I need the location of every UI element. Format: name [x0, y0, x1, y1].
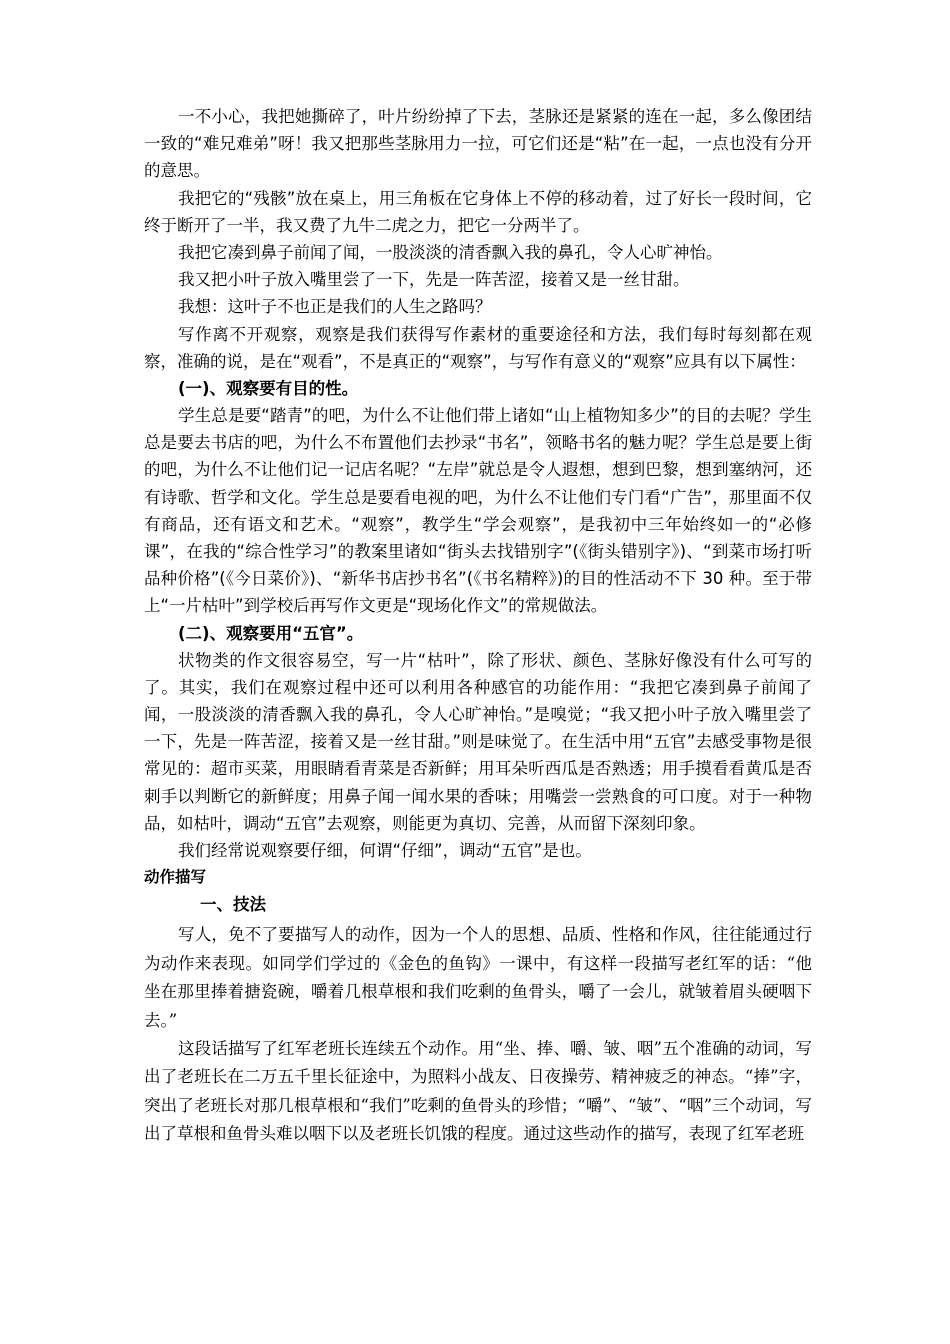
section-title-action: 动作描写 [144, 868, 207, 887]
paragraph-conclusion: 我们经常说观察要仔细，何谓“仔细”，调动“五官”是也。 [178, 841, 592, 861]
paragraph-observation-intro: 写作离不开观察，观察是我们获得写作素材的重要途径和方法，我们每时每刻都在观察，准确的说，是在“观看”，不是真正的“观察”，与写作有意义的“观察”应具有以下属性： [144, 324, 812, 371]
action-section-body [144, 921, 812, 1148]
paragraph-leaf-tear: 一不小心，我把她撕碎了，叶片纷纷掉了下去，茎脉还是紧紧的连在一起，多么像团结一致的“难兄难弟”呀！我又把那些茎脉用力一拉，可它们还是“粘”在一起，一点也没有分开的意思。 [144, 107, 812, 181]
paragraph-life-thought: 我想：这叶子不也正是我们的人生之路吗？ [178, 297, 492, 317]
paragraph-five-senses: 状物类的作文很容易空，写一片“枯叶”，除了形状、颜色、茎脉好像没有什么可写的了。其实，我们在观察过程中还可以利用各种感官的功能作用：“我把它凑到鼻子前闻了闻，一股淡淡的清香飘入我的鼻孔，令人心旷神怡。”是嗅觉；“我又把小叶子放入嘴里尝了一下，先是一阵苦涩，接着又是一丝甘甜。”则是味觉了。在生活中用“五官”去感受事物是很常见的：超市买菜，用眼睛看青菜是否新鲜；用耳朵听西瓜是否熟透；用手摸看看黄瓜是否刺手以判断它的新鲜度；用鼻子闻一闻水果的香味；用嘴尝一尝熟食的可口度。对于一种物品，如枯叶，调动“五官”去观察，则能更为真切、完善，从而留下深刻印象。 [144, 650, 812, 833]
paragraph-action-intro: 写人，免不了要描写人的动作，因为一个人的思想、品质、性格和作风，往往能通过行为动作来表现。如同学们学过的《金色的鱼钩》一课中，有这样一段描写老红军的话：“他坐在那里捧着搪瓷碗，嚼着几根草根和我们吃剩的鱼骨头，嚼了一会儿，就皱着眉头硬咽下去。” [144, 925, 812, 1030]
paragraph-action-analysis: 这段话描写了红军老班长连续五个动作。用“坐、捧、嚼、皱、咽”五个准确的动词，写出了老班长在二万五千里长征途中，为照料小战友、日夜操劳、精神疲乏的神态。“捧”字，突出了老班长对那几根草根和“我们”吃剩的鱼骨头的珍惜；“嚼”、“皱”、“咽”三个动词，写出了草根和鱼骨头难以咽下以及老班长饥饿的程度。通过这些动作的描写，表现了红军老班 [144, 1038, 812, 1144]
heading-five-senses: (二)、观察要用“五官”。 [178, 623, 364, 643]
section-subtitle-technique: 一、技法 [200, 895, 266, 915]
paragraph-leaf-taste: 我又把小叶子放入嘴里尝了一下，先是一阵苦涩，接着又是一丝甘甜。 [178, 270, 690, 290]
paragraph-leaf-smell: 我把它凑到鼻子前闻了闻，一股淡淡的清香飘入我的鼻孔，令人心旷神怡。 [178, 243, 723, 263]
heading-purpose: (一)、观察要有目的性。 [178, 379, 359, 399]
paragraph-purpose: 学生总是要“踏青”的吧，为什么不让他们带上诸如“山上植物知多少”的目的去呢？学生总是要去书店的吧，为什么不布置他们去抄录“书名”，领略书名的魅力呢？学生总是要上街的吧，为什么不让他们记一记店名呢？“左岸”就总是令人遐想，想到巴黎，想到塞纳河，还有诗歌、哲学和文化。学生总是要看电视的吧，为什么不让他们专门看“广告”，那里面不仅有商品，还有语文和艺术。“观察”，教学生“学会观察”，是我初中三年始终如一的“必修课”，在我的“综合性学习”的教案里诸如“街头去找错别字”(《街头错别字》)、“到菜市场打听品种价格”(《今日菜价》)、“新华书店抄书名”(《书名精粹》)的目的性活动不下 30 种。至于带上“一片枯叶”到学校后再写作文更是“现场化作文”的常规做法。 [144, 406, 812, 616]
paragraph-leaf-cut: 我把它的“残骸”放在桌上，用三角板在它身体上不停的移动着，过了好长一段时间，它终于断开了一半，我又费了九牛二虎之力，把它一分两半了。 [144, 188, 812, 235]
document-body [144, 103, 812, 1149]
